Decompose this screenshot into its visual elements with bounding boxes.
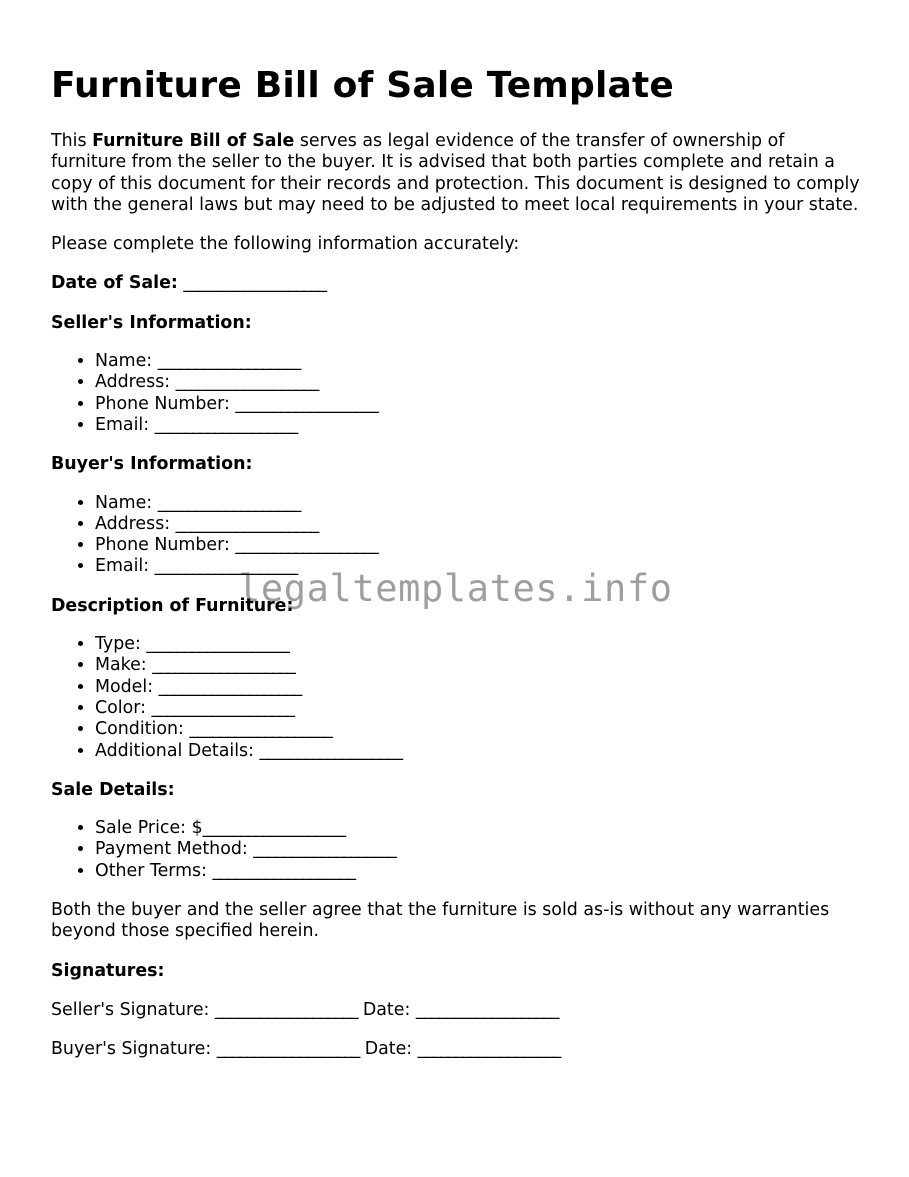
furniture-make-blank[interactable]: ___________________ [152, 655, 295, 676]
seller-address-field [95, 372, 861, 393]
seller-email-blank[interactable]: ___________________ [154, 414, 298, 435]
seller-fields-list [51, 351, 861, 436]
buyer-phone-label: Phone Number: [95, 535, 230, 556]
buyer-address-blank[interactable]: ___________________ [175, 513, 319, 534]
buyer-name-field [95, 493, 861, 514]
seller-date-blank[interactable]: ___________________ [415, 999, 559, 1020]
other-terms-blank[interactable]: ___________________ [212, 860, 355, 881]
date-of-sale-line [51, 273, 861, 294]
seller-heading: Seller's Information: [51, 312, 252, 333]
buyer-fields-list [51, 493, 861, 578]
intro-rest: serves as legal evidence of the transfer of ownership of furniture from the seller to the buyer. It is advised that both parties complete and retain a copy of this document for their records and protection. This document is designed to comply with the general laws but may need to be adjusted to meet local requirements in your state. [51, 131, 860, 215]
signatures-heading: Signatures: [51, 960, 165, 981]
other-terms-field [95, 861, 861, 882]
instruction-text: Please complete the following information accurately: [51, 234, 520, 255]
furniture-make-label: Make: [95, 655, 147, 676]
buyer-signature-label: Buyer's Signature: [51, 1039, 212, 1060]
furniture-model-blank[interactable]: ___________________ [158, 676, 302, 697]
seller-phone-label: Phone Number: [95, 393, 230, 414]
buyer-date-label: Date: [364, 1039, 413, 1060]
furniture-model-label: Model: [95, 676, 154, 697]
buyer-email-field [95, 556, 861, 577]
furniture-fields-list [51, 634, 861, 762]
sale-fields-list [51, 818, 861, 882]
sale-price-blank[interactable]: ___________________ [202, 818, 346, 839]
furniture-heading: Description of Furniture: [51, 595, 294, 616]
sale-price-field [95, 818, 861, 839]
intro-paragraph [51, 131, 861, 216]
payment-method-field [95, 839, 861, 860]
seller-address-blank[interactable]: ___________________ [175, 372, 319, 393]
buyer-name-blank[interactable]: ___________________ [157, 492, 301, 513]
seller-phone-field [95, 394, 861, 415]
seller-email-label: Email: [95, 414, 150, 435]
date-of-sale-label: Date of Sale: [51, 273, 178, 294]
furniture-type-field [95, 634, 861, 655]
furniture-details-field [95, 741, 861, 762]
seller-email-field [95, 415, 861, 436]
furniture-type-blank[interactable]: ___________________ [146, 634, 289, 655]
intro-bold: Furniture Bill of Sale [92, 131, 295, 151]
intro-lead: This [51, 131, 93, 151]
sale-heading: Sale Details: [51, 779, 175, 800]
furniture-condition-label: Condition: [95, 719, 184, 740]
buyer-phone-field [95, 535, 861, 556]
date-of-sale-blank[interactable]: ___________________ [183, 273, 326, 294]
furniture-color-label: Color: [95, 697, 146, 718]
payment-method-label: Payment Method: [95, 839, 248, 860]
agreement-text: Both the buyer and the seller agree that the furniture is sold as-is without any warranties beyond those specified herein. [51, 900, 830, 942]
buyer-signature-blank[interactable]: ___________________ [216, 1039, 360, 1060]
sale-price-label: Sale Price: $ [95, 818, 203, 839]
seller-signature-label: Seller's Signature: [51, 999, 210, 1020]
seller-name-field [95, 351, 861, 372]
buyer-address-field [95, 514, 861, 535]
other-terms-label: Other Terms: [95, 860, 207, 881]
furniture-color-blank[interactable]: ___________________ [151, 697, 294, 718]
document-page [51, 62, 861, 1061]
furniture-condition-blank[interactable]: ___________________ [189, 719, 332, 740]
seller-address-label: Address: [95, 372, 171, 393]
buyer-name-label: Name: [95, 492, 153, 513]
seller-date-label: Date: [362, 999, 411, 1020]
seller-signature-line [51, 1000, 861, 1021]
buyer-date-blank[interactable]: ___________________ [417, 1039, 561, 1060]
furniture-type-label: Type: [95, 634, 141, 655]
furniture-model-field [95, 677, 861, 698]
buyer-heading: Buyer's Information: [51, 454, 253, 475]
payment-method-blank[interactable]: ___________________ [253, 839, 396, 860]
furniture-color-field [95, 698, 861, 719]
furniture-details-label: Additional Details: [95, 740, 254, 761]
document-title: Furniture Bill of Sale Template [51, 65, 675, 106]
seller-name-blank[interactable]: ___________________ [157, 351, 301, 372]
buyer-phone-blank[interactable]: ___________________ [235, 535, 378, 556]
furniture-details-blank[interactable]: ___________________ [259, 740, 402, 761]
buyer-signature-line [51, 1039, 861, 1060]
seller-signature-blank[interactable]: ___________________ [214, 999, 358, 1020]
seller-name-label: Name: [95, 351, 153, 372]
buyer-email-blank[interactable]: ___________________ [154, 556, 298, 577]
buyer-email-label: Email: [95, 556, 150, 577]
furniture-make-field [95, 655, 861, 676]
watermark-text: legaltemplates.info [238, 567, 673, 610]
seller-phone-blank[interactable]: ___________________ [235, 393, 378, 414]
furniture-condition-field [95, 719, 861, 740]
buyer-address-label: Address: [95, 513, 171, 534]
